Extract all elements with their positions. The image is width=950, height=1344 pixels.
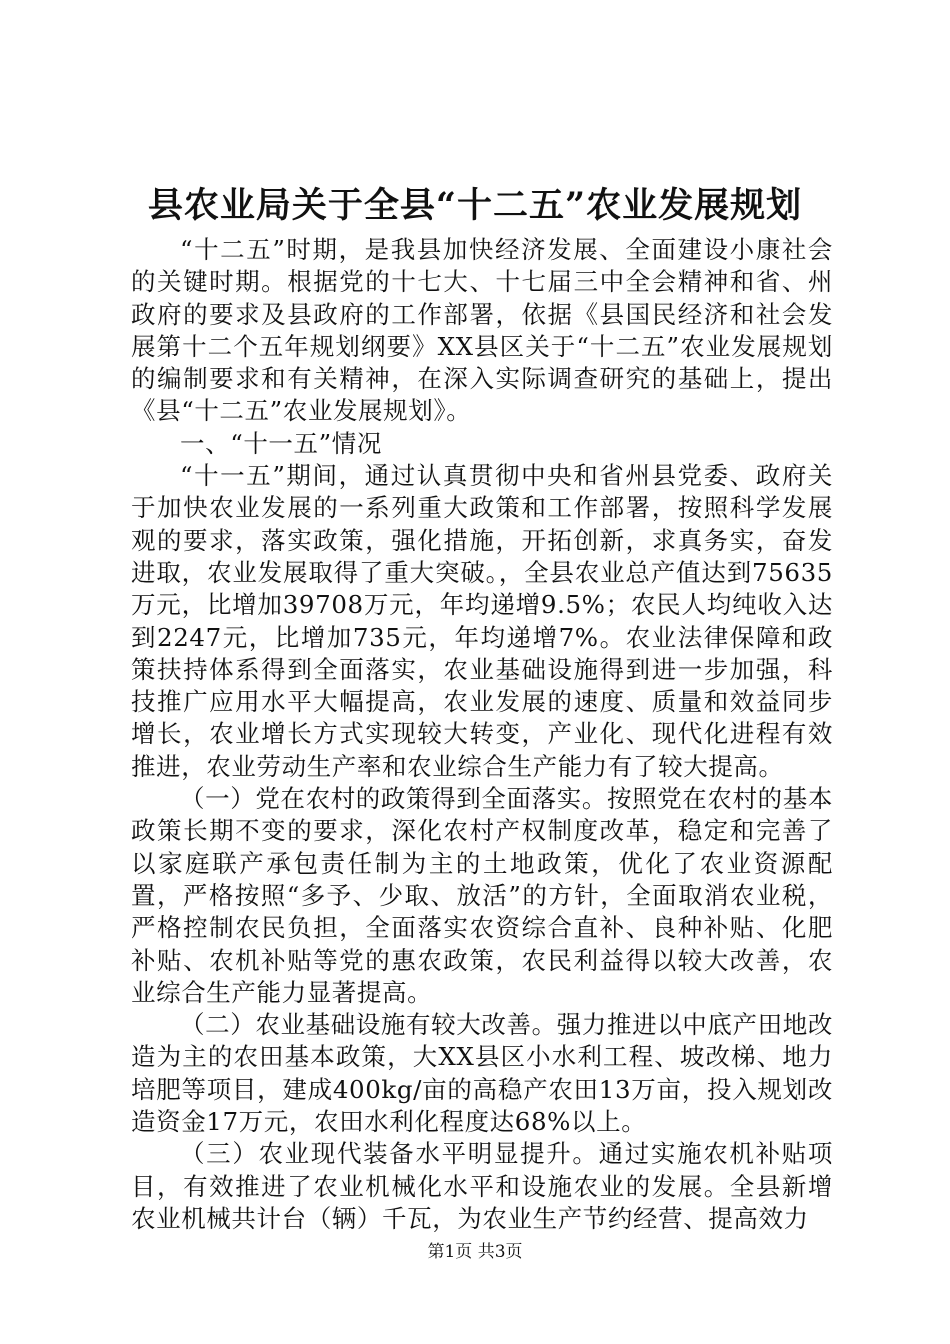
section-heading-1: 一、“十一五”情况 [180,428,382,458]
document-title: 县农业局关于全县“十二五”农业发展规划 [147,185,803,226]
paragraph-policy: （一）党在农村的政策得到全面落实。按照党在农村的基本政策长期不变的要求，深化农村产权制度改革，稳定和完善了以家庭联产承包责任制为主的土地政策，优化了农业资源配置，严格按照“多予、少取、放活”的方针，全面取消农业税，严格控制农民负担，全面落实农资综合直补、良种补贴、化肥补贴、农机补贴等党的惠农政策，农民利益得以较大改善，农业综合生产能力显著提高。 [131,784,833,1007]
paragraph-equipment: （三）农业现代装备水平明显提升。通过实施农机补贴项目，有效推进了农业机械化水平和设施农业的发展。全县新增农业机械共计台（辆）千瓦，为农业生产节约经营、提高效力 [131,1139,833,1233]
paragraph-intro: “十二五”时期，是我县加快经济发展、全面建设小康社会的关键时期。根据党的十七大、十七届三中全会精神和省、州政府的要求及县政府的工作部署，依据《县国民经济和社会发展第十二个五年规划纲要》XX县区关于“十二五”农业发展规划的编制要求和有关精神，在深入实际调查研究的基础上，提出《县“十二五”农业发展规划》。 [131,235,833,426]
paragraph-overview: “十一五”期间，通过认真贯彻中央和省州县党委、政府关于加快农业发展的一系列重大政策和工作部署，按照科学发展观的要求，落实政策，强化措施，开拓创新，求真务实，奋发进取，农业发展取得了重大突破。，全县农业总产值达到75635万元，比增加39708万元，年均递增9.5%；农民人均纯收入达到2247元，比增加735元，年均递增7%。农业法律保障和政策扶持体系得到全面落实，农业基础设施得到进一步加强，科技推广应用水平大幅提高，农业发展的速度、质量和效益同步增长，农业增长方式实现较大转变，产业化、现代化进程有效推进，农业劳动生产率和农业综合生产能力有了较大提高。 [131,461,833,781]
page-footer: 第1页 共3页 [427,1242,523,1262]
paragraph-infrastructure: （二）农业基础设施有较大改善。强力推进以中底产田地改造为主的农田基本政策，大XX县区小水利工程、坡改梯、地力培肥等项目，建成400kg/亩的高稳产农田13万亩，投入规划改造资金17万元，农田水利化程度达68%以上。 [131,1010,833,1137]
document-body [131,234,833,1235]
